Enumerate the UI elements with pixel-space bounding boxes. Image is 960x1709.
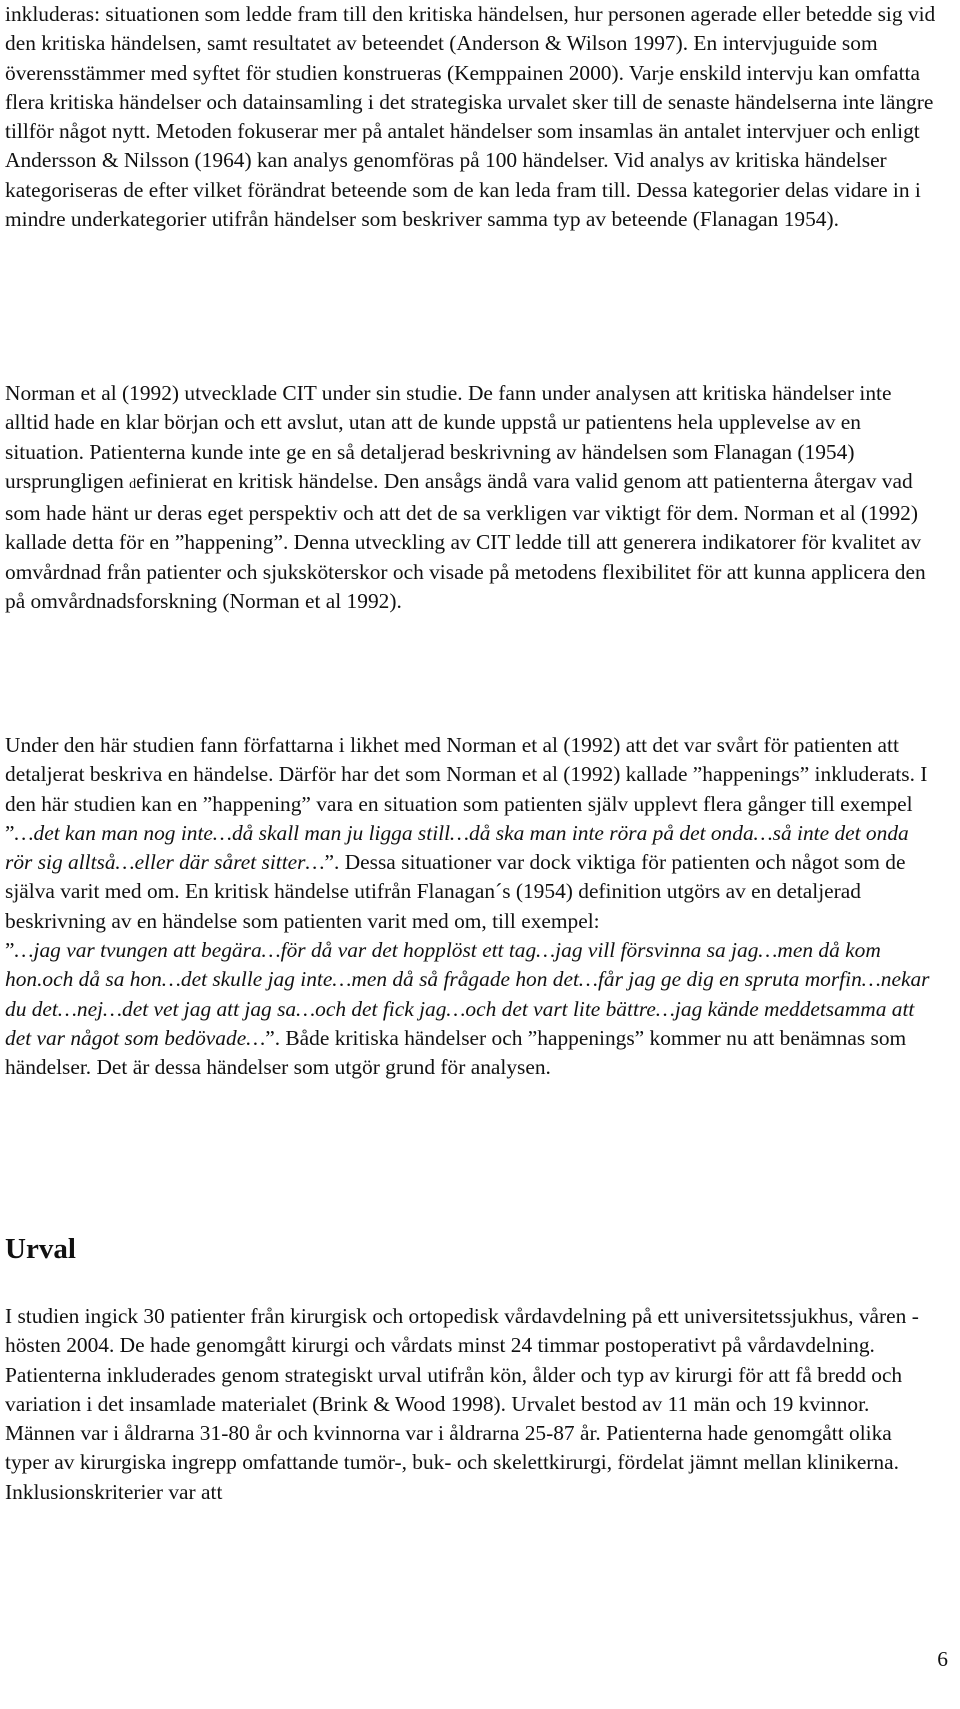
paragraph-text: ”. Både kritiska händelser och ”happenings” kommer nu att benämnas som händelser. Det är dessa händelser som utgör grund för analysen. [5,1025,907,1080]
paragraph-text: ”. Dessa situationer var dock viktiga för patienten och något som de själva varit med om. En kritisk händelse utifrån Flanagan´s (1954) definition utgörs av en detaljerad beskrivning av en händelse som patienten varit med om, till exempel: [5,850,906,933]
patient-quote-1: …det kan man nog inte…då skall man ju ligga still…då ska man inte röra på det onda…så inte det onda rör sig alltså…eller där såret sitter… [5,820,909,875]
paragraph-text: inkluderas: situationen som ledde fram till den kritiska händelsen, hur personen agerade eller betedde sig vid den kritiska händelsen, samt resultatet av beteendet (Anderson & Wilson 1997). En intervjuguide som överensstämmer med syftet för studien konstrueras (Kemppainen 2000). Varje enskild intervju kan omfatta flera kritiska händelser och datainsamling i det strategiska urvalet sker till de senaste händelserna inte längre tillför något nytt. Metoden fokuserar mer på antalet händelser som insamlas än antalet intervjuer och enligt Andersson & Nilsson (1964) kan analys genomföras på 100 händelser. Vid analys av kritiska händelser kategoriseras de efter vilket förändrat beteende som de kan leda fram till. Dessa kategorier delas vidare in i mindre underkategorier utifrån händelser som beskriver samma typ av beteende (Flanagan 1954). [5,2,936,232]
paragraph-norman-cit [5,379,937,616]
section-heading-urval: Urval [5,1233,76,1265]
paragraph-text: efinierat en kritisk händelse. Den ansågs ändå vara valid genom att patienterna återgav vad som hade hänt ur deras eget perspektiv och att det de sa verkligen var viktigt för dem. Norman et al (1992) kallade detta för en ”happening”. Denna utveckling av CIT ledde till att generera indikatorer för kvalitet av omvårdnad från patienter och sjuksköterskor och visade på metodens flexibilitet för att kunna applicera den på omvårdnadsforskning (Norman et al 1992). [5,468,926,614]
paragraph-happenings [5,731,937,1083]
paragraph-text: Norman et al (1992) utvecklade CIT under sin studie. De fann under analysen att kritiska händelser inte alltid hade en klar början och ett avslut, utan att de kunde uppstå ur patientens hela upplevelse av en situation. Patienterna kunde inte ge en så detaljerad beskrivning av händelsen som Flanagan (1954) ursprungligen [5,381,892,493]
quote-mark: ” [5,938,15,963]
paragraph-cit-method [5,0,937,234]
paragraph-text: Under den här studien fann författarna i likhet med Norman et al (1992) att det var svårt för patienten att detaljerat beskriva en händelse. Därför har det som Norman et al (1992) kallade ”happenings” inkluderats. I den här studien kan en ”happening” vara en situation som patienten själv upplevt flera gånger till exempel ” [5,733,928,845]
patient-quote-2: …jag var tvungen att begära…för då var det hopplöst ett tag…jag vill försvinna sa jag…men då kom hon.och då sa hon…det skulle jag inte…men då så frågade hon det…får jag ge dig en spruta morfin…nekar du det…nej…det vet jag att jag sa…och det fick jag…och det vart lite bättre…jag kände meddetsamma att det var något som bedövade… [5,938,930,1050]
paragraph-urval [5,1302,937,1507]
paragraph-text: I studien ingick 30 patienter från kirurgisk och ortopedisk vårdavdelning på ett universitetssjukhus, våren -hösten 2004. De hade genomgått kirurgi och vårdats minst 24 timmar postoperativt på vårdavdelning. Patienterna inkluderades genom strategiskt urval utifrån kön, ålder och typ av kirurgi för att få bredd och variation i det insamlade materialet (Brink & Wood 1998). Urvalet bestod av 11 män och 19 kvinnor. Männen var i åldrarna 31-80 år och kvinnorna var i åldrarna 25-87 år. Patienterna hade genomgått olika typer av kirurgiska ingrepp omfattande tumör-, buk- och skelettkirurgi, fördelat jämnt mellan klinikerna. Inklusionskriterier var att [5,1304,919,1504]
small-letter: d [129,476,137,492]
page-number: 6 [937,1647,948,1671]
